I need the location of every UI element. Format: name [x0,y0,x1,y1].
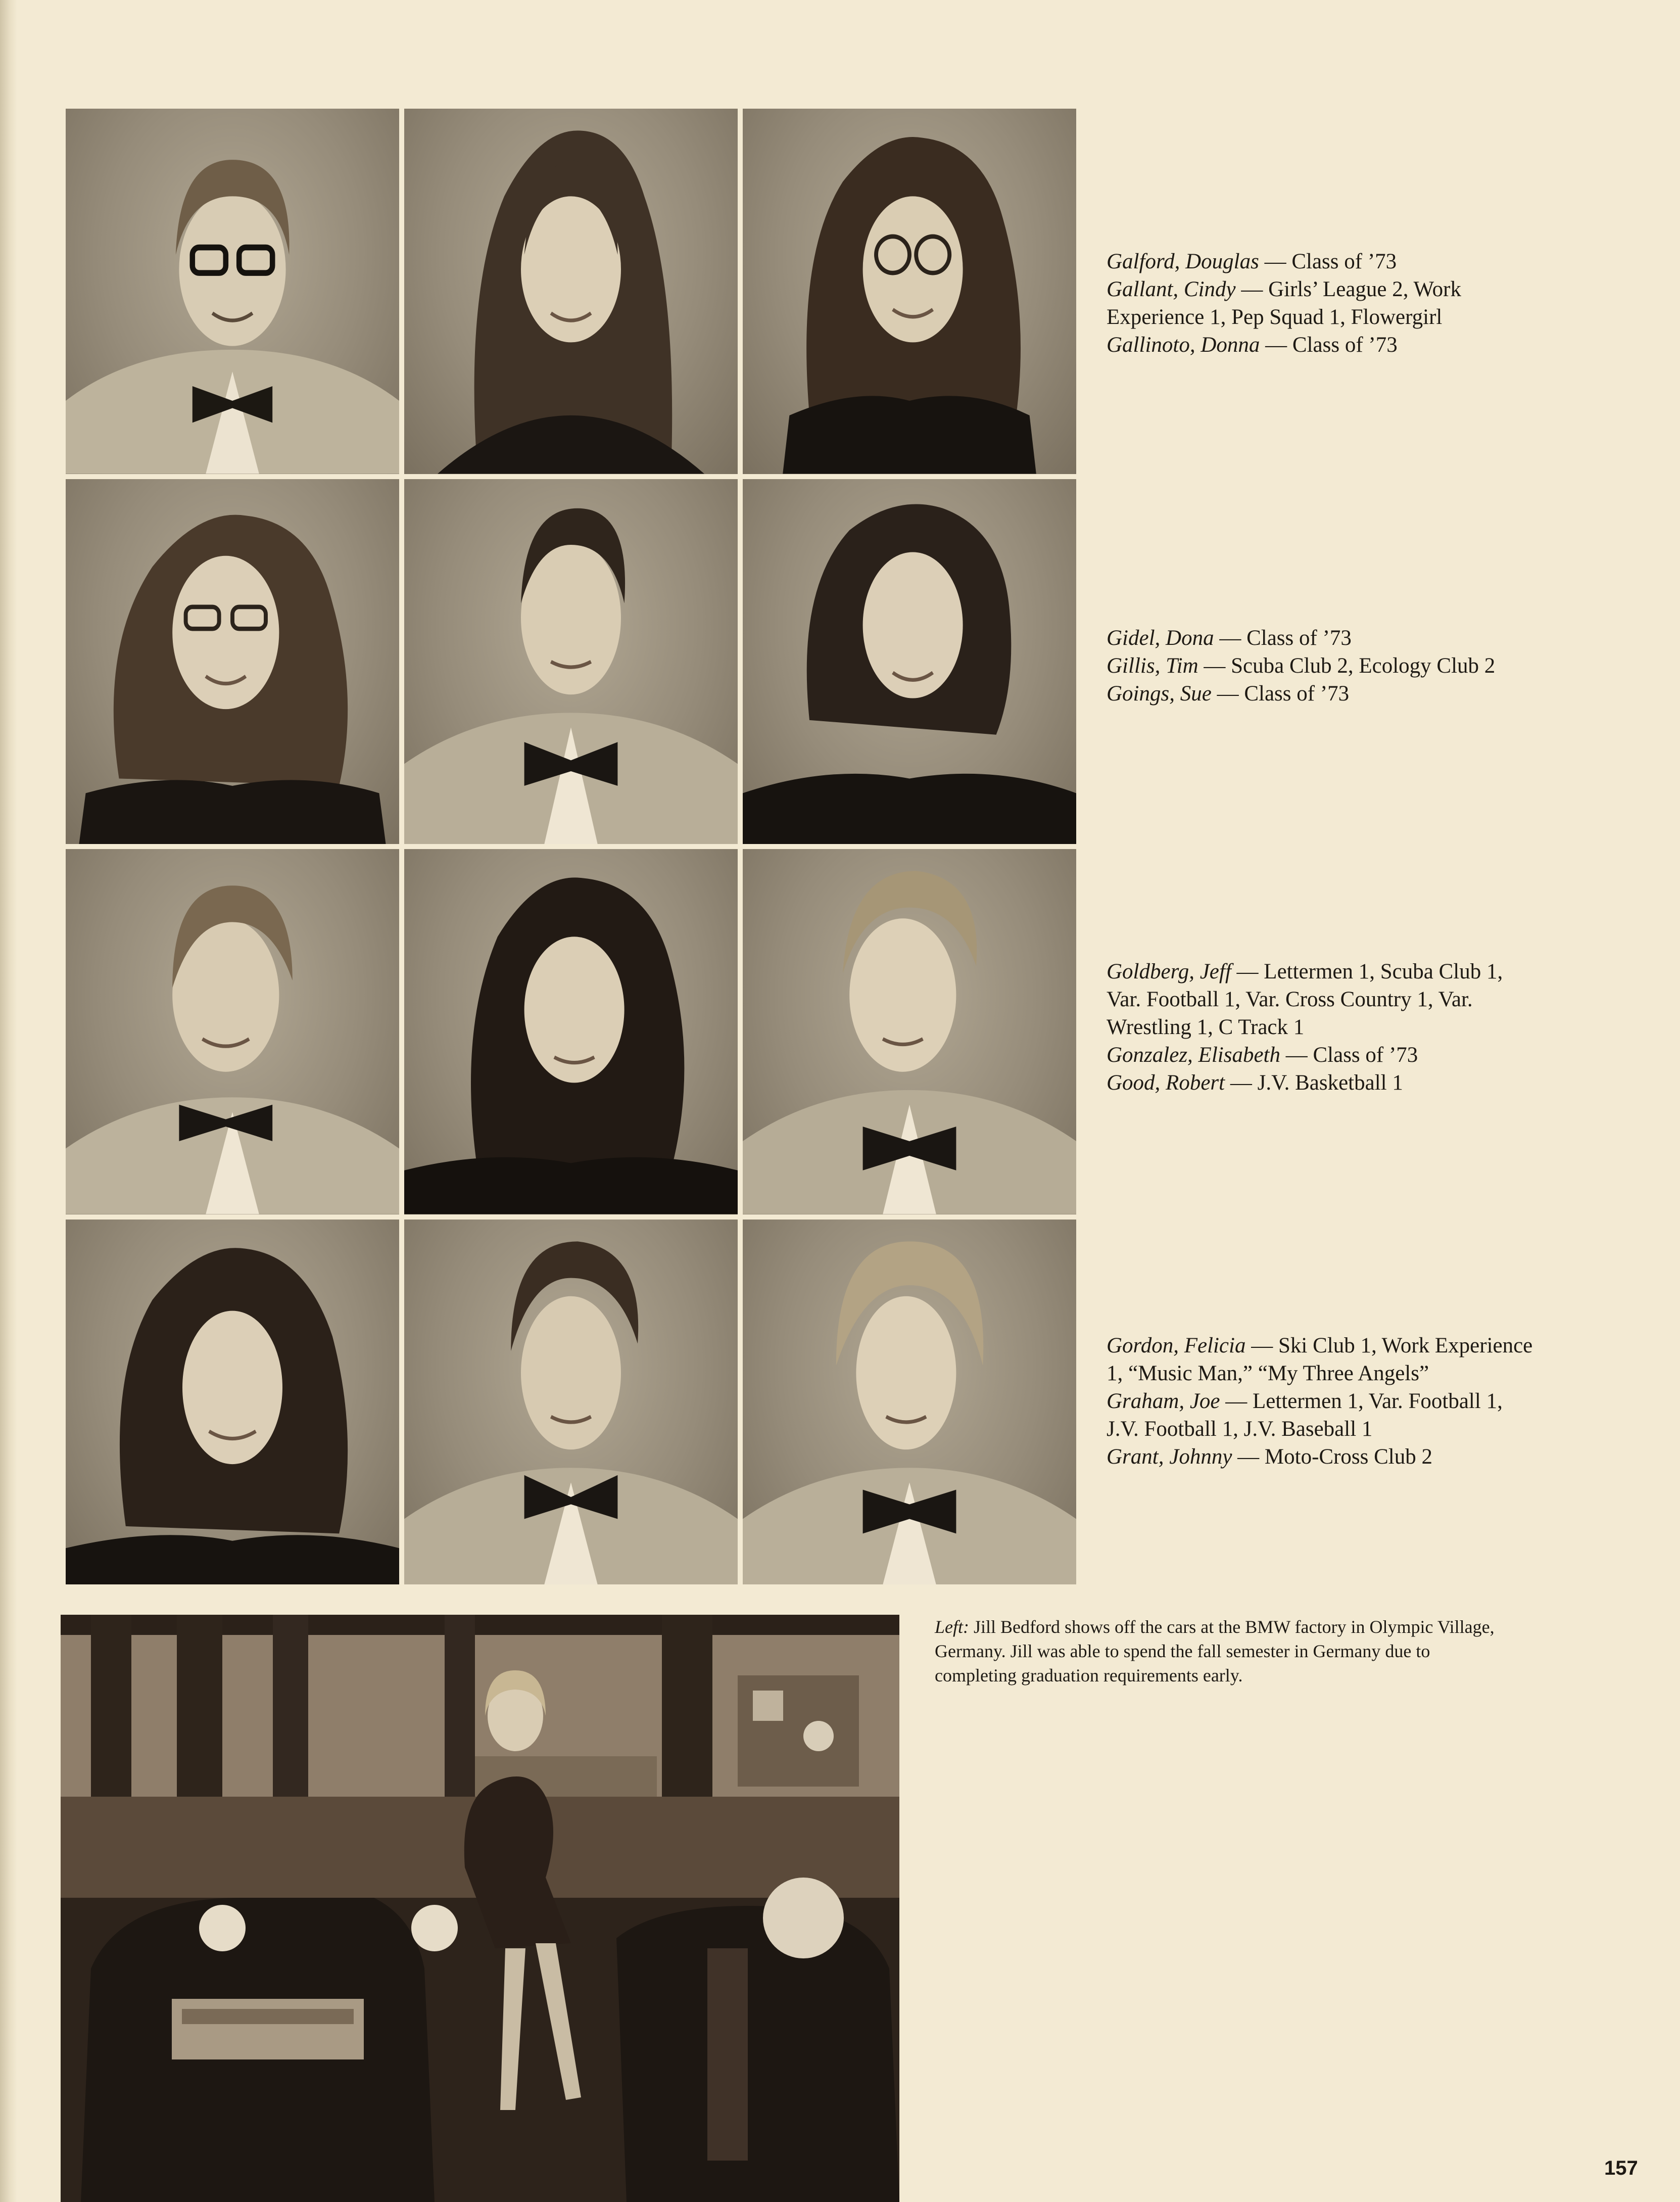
caption-line [1107,1443,1612,1471]
caption-line [1107,1013,1612,1041]
activities-text: — J.V. Basketball 1 [1225,1071,1403,1095]
activities-text: Var. Football 1, Var. Cross Country 1, Var. [1107,988,1473,1011]
caption-line [1107,303,1612,331]
student-name: Gordon, Felicia [1107,1334,1246,1357]
portrait-photo [66,849,399,1214]
activities-text: — Lettermen 1, Scuba Club 1, [1231,960,1503,983]
feature-photo-caption [935,1615,1511,1688]
student-name: Galford, Douglas [1107,250,1259,273]
caption-line [1107,1069,1612,1097]
portrait-photo [404,849,738,1214]
activities-text: — Ski Club 1, Work Experience [1245,1334,1533,1357]
activities-text: — Scuba Club 2, Ecology Club 2 [1198,654,1496,678]
portrait-photo [743,479,1076,845]
activities-text: J.V. Football 1, J.V. Baseball 1 [1107,1417,1373,1441]
caption-line [1107,1415,1612,1443]
activities-text: — Moto-Cross Club 2 [1232,1445,1433,1469]
caption-line [1107,1360,1612,1387]
activities-text: — Class of ’73 [1214,626,1352,650]
caption-group-row-4 [1107,1332,1612,1471]
student-name: Gonzalez, Elisabeth [1107,1043,1280,1067]
caption-line [1107,652,1612,680]
caption-line [1107,248,1612,275]
activities-text: Experience 1, Pep Squad 1, Flowergirl [1107,305,1443,329]
portrait-photo [404,479,738,845]
caption-line [1107,1041,1612,1069]
caption-line [1107,1387,1612,1415]
student-name: Gidel, Dona [1107,626,1214,650]
student-name: Gillis, Tim [1107,654,1198,678]
portrait-photo [66,479,399,845]
caption-line [1107,986,1612,1013]
feature-photo [61,1615,899,2202]
activities-text: — Class of ’73 [1259,250,1397,273]
page-binding-edge [0,0,17,2202]
student-name: Graham, Joe [1107,1389,1220,1413]
page-number: 157 [1604,2157,1638,2179]
activities-text: — Class of ’73 [1280,1043,1418,1067]
activities-text: — Lettermen 1, Var. Football 1, [1220,1389,1503,1413]
activities-text: 1, “Music Man,” “My Three Angels” [1107,1362,1429,1385]
portrait-photo [404,1220,738,1585]
activities-text: — Class of ’73 [1260,333,1398,357]
portrait-photo [66,1220,399,1585]
caption-line [1107,680,1612,708]
portrait-photo [66,109,399,474]
caption-group-row-3 [1107,958,1612,1097]
caption-group-row-2 [1107,624,1612,708]
caption-text: Jill Bedford shows off the cars at the BMW factory in Olympic Village, Germany. Jill was able to spend the fall semester in Germany due to completing graduation requirements early. [935,1617,1495,1685]
portrait-photo [743,109,1076,474]
caption-lead: Left: [935,1617,969,1637]
caption-line [1107,331,1612,359]
caption-line [1107,275,1612,303]
activities-text: — Class of ’73 [1211,682,1350,706]
student-name: Goings, Sue [1107,682,1212,706]
caption-line [1107,958,1612,986]
activities-text: — Girls’ League 2, Work [1235,277,1461,301]
student-name: Good, Robert [1107,1071,1225,1095]
caption-line [1107,1332,1612,1360]
portrait-photo [404,109,738,474]
student-name: Gallinoto, Donna [1107,333,1260,357]
portrait-grid [66,109,1076,1584]
portrait-photo [743,1220,1076,1585]
activities-text: Wrestling 1, C Track 1 [1107,1015,1305,1039]
caption-line [1107,624,1612,652]
caption-group-row-1 [1107,248,1612,359]
student-name: Goldberg, Jeff [1107,960,1231,983]
portrait-photo [743,849,1076,1214]
student-name: Grant, Johnny [1107,1445,1232,1469]
student-name: Gallant, Cindy [1107,277,1236,301]
